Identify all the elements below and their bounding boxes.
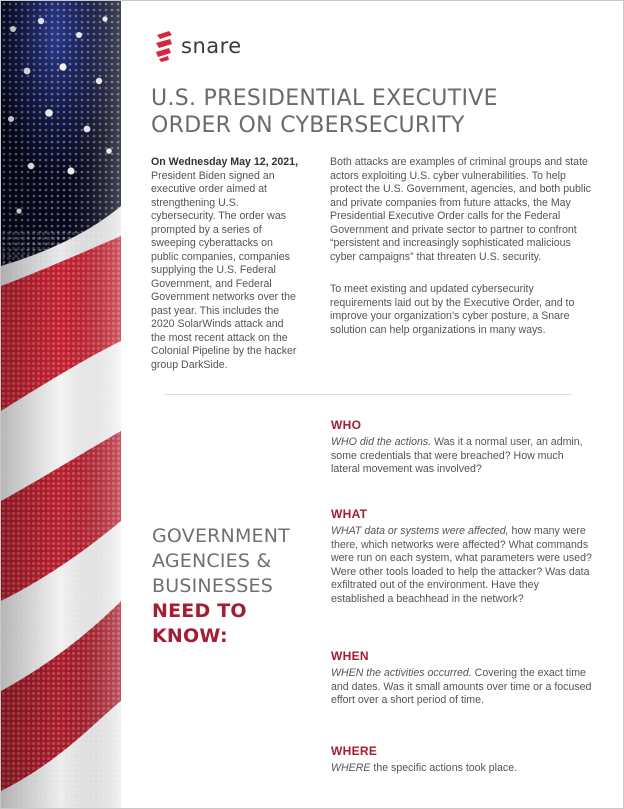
- when-lead: WHEN the activities occurred.: [331, 667, 472, 679]
- what-section: [331, 507, 593, 606]
- title-line-1: U.S. PRESIDENTIAL EXECUTIVE: [151, 86, 498, 111]
- who-text: [331, 436, 593, 477]
- heading-line-3: BUSINESSES: [152, 575, 274, 597]
- where-section: [331, 744, 593, 776]
- context-column: [330, 156, 592, 356]
- brand-name: snare: [181, 34, 242, 58]
- context-paragraph-1: Both attacks are examples of criminal groups and state actors exploiting U.S. cyber vulnerabilities. To help protect the U.S. Government, agencies, and both public and private companies from future attacks, the May Presidential Executive Order calls for the Federal Government and private sector to partner to confront “persistent and increasingly sophisticated malicious cyber campaigns” that threaten U.S. security.: [330, 156, 591, 263]
- what-body: how many were there, which networks were affected? What commands were run on each system, what parameters were used? Were other tools loaded to help the attacker? Was data exfiltrated out of the environment. Have they established a beachhead in the network?: [331, 525, 592, 605]
- snare-logo-icon: [153, 29, 175, 63]
- where-lead: WHERE: [331, 762, 371, 774]
- snare-logo: [153, 29, 242, 63]
- who-section: [331, 418, 593, 477]
- need-to-know-heading: [152, 524, 322, 649]
- when-text: [331, 667, 593, 708]
- heading-highlight-1: NEED TO: [152, 600, 247, 622]
- context-paragraph-2: To meet existing and updated cybersecurity requirements laid out by the Executive Order, and to improve your organization’s cyber posture, a Snare solution can help organizations in many ways.: [330, 283, 575, 336]
- when-body: Covering the exact time and dates. Was it small amounts over time or a focused effort over a short period of time.: [331, 667, 592, 706]
- who-heading: WHO: [331, 418, 362, 432]
- where-body: the specific actions took place.: [370, 762, 518, 774]
- when-heading: WHEN: [331, 649, 369, 663]
- heading-line-1: GOVERNMENT: [152, 525, 290, 547]
- heading-highlight-2: KNOW:: [152, 625, 228, 647]
- where-heading: WHERE: [331, 744, 378, 758]
- intro-body: President Biden signed an executive order aimed at strengthening U.S. cybersecurity. The order was prompted by a series of sweeping cyberattacks on public companies, companies supplying the U.S. Federal Government, and Federal Government networks over the past year. This includes the 2020 SolarWinds attack and the most recent attack on the Colonial Pipeline by the hacker group DarkSide.: [151, 169, 297, 371]
- where-text: [331, 762, 593, 776]
- who-body: Was it a normal user, an admin, some credentials that were breached? How much lateral movement was involved?: [331, 436, 583, 475]
- what-lead: WHAT data or systems were affected,: [331, 525, 509, 537]
- who-lead: WHO did the actions.: [331, 436, 432, 448]
- heading-line-2: AGENCIES &: [152, 550, 272, 572]
- when-section: [331, 649, 593, 708]
- intro-lead: On Wednesday May 12, 2021,: [151, 156, 299, 168]
- flag-image: [1, 1, 121, 808]
- title-line-2: ORDER ON CYBERSECURITY: [151, 113, 465, 138]
- what-text: [331, 525, 593, 606]
- intro-paragraph: [151, 156, 301, 372]
- page-title: [151, 85, 591, 139]
- what-heading: WHAT: [331, 507, 368, 521]
- section-divider: [165, 394, 571, 395]
